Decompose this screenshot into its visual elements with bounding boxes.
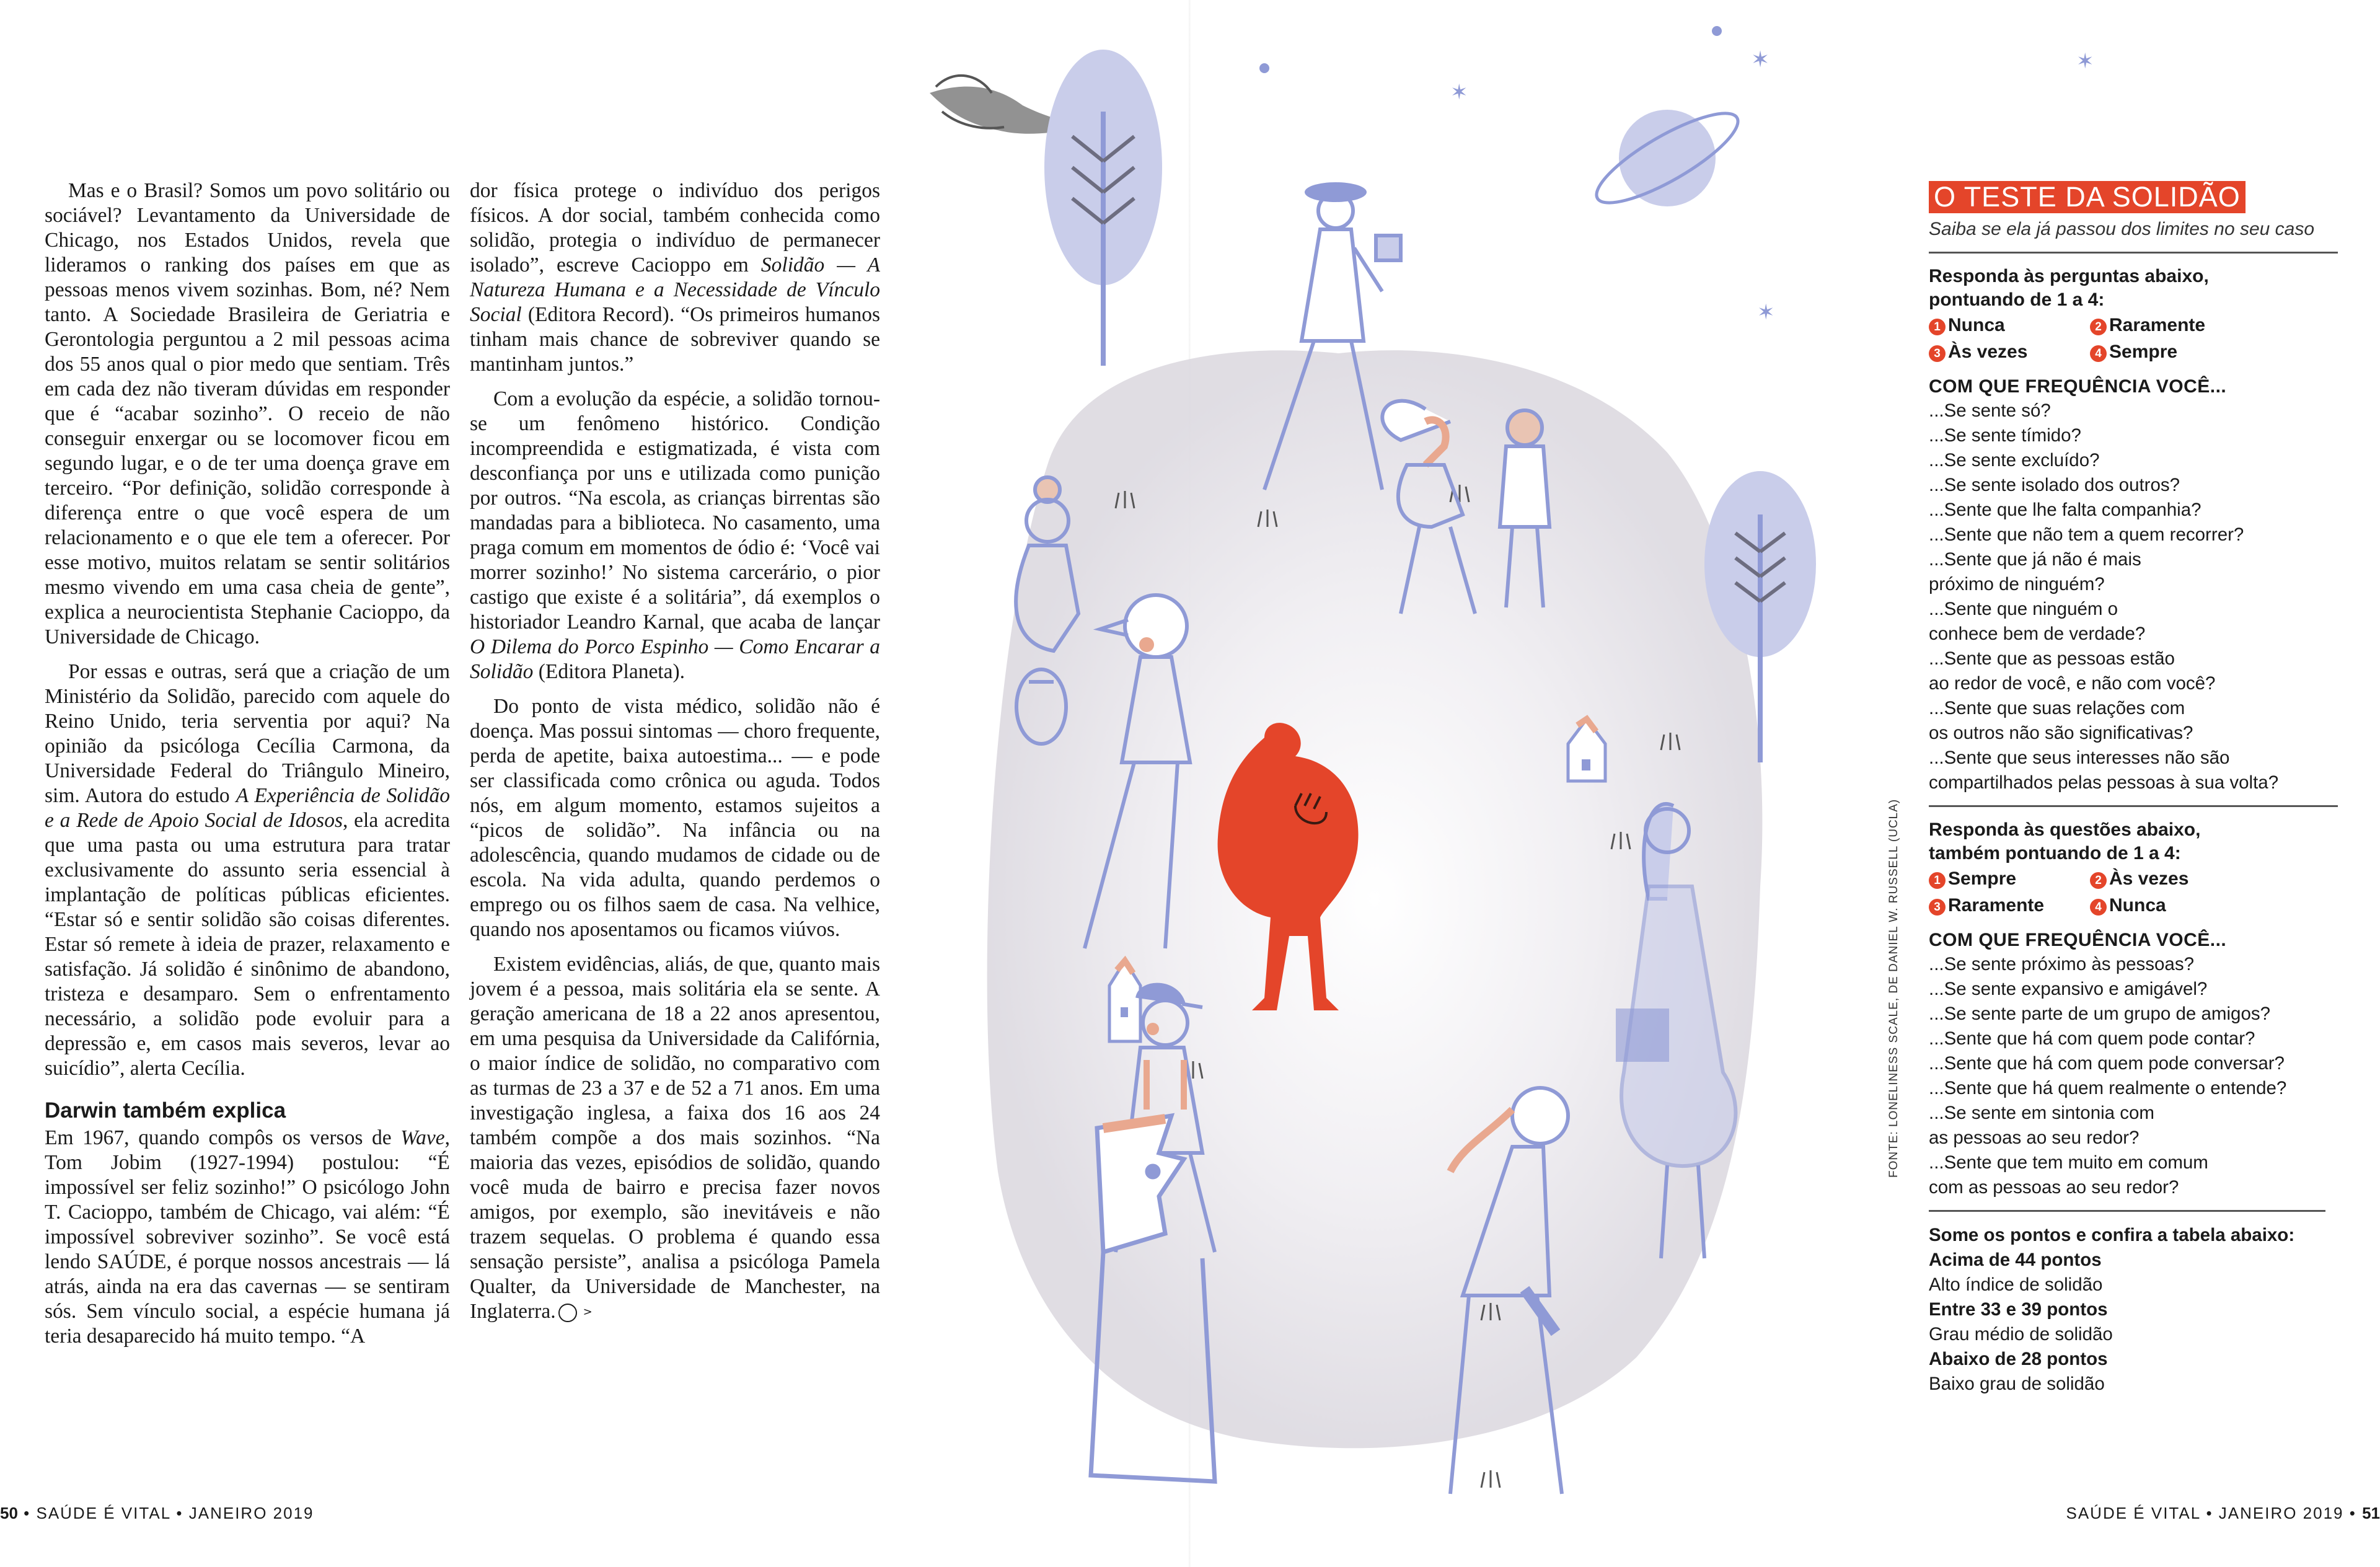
question: ...Sente que tem muito em comum [1929,1152,2208,1173]
part1-question-list [1929,399,2338,795]
scale-item: 4 Sempre [2090,338,2251,365]
question: ...Sente que suas relações com [1929,698,2185,718]
result-range: Acima de 44 pontos [1929,1250,2102,1270]
book-title: Solidão — A Natureza Humana e a Necessidade de Vínculo Social [470,254,880,326]
folio-left: 50 • SAÚDE É VITAL • JANEIRO 2019 [0,1504,314,1522]
question: ...Sente que há com quem pode conversar? [1929,1053,2285,1074]
question: com as pessoas ao seu redor? [1929,1177,2179,1198]
star-icon: ✶ [1757,301,1775,324]
paragraph: Em 1967, quando compôs os versos de Wave, Tom Jobim (1927-1994) postulou: “É impossível ser feliz sozinho!” O psicólogo John T. Cacioppo, também de Chicago, vai além: “É impossível sobreviver sozinho”. Se você está lendo SAÚDE, é porque nossos ancestrais — lá atrás, ainda na era das cavernas — se sentiram sós. Sem vínculo social, a espécie humana já teria desaparecido há muito tempo. “A [45,1126,450,1348]
part2-instruction: Responda às questões abaixo, [1929,819,2201,840]
quiz-sidebar [1929,181,2338,1397]
scale-item: 3 Às vezes [1929,338,2090,365]
question: ...Se sente isolado dos outros? [1929,475,2180,495]
question: ...Sente que seus interesses não são [1929,748,2230,768]
song-title: Wave [400,1126,445,1149]
sidebar-subtitle: Saiba se ela já passou dos limites no seu caso [1929,219,2315,239]
question: próximo de ninguém? [1929,574,2105,594]
end-of-article-icon: > [558,1304,577,1322]
question: ao redor de você, e não com você? [1929,673,2216,694]
star-dot [1259,63,1269,73]
result-description: Baixo grau de solidão [1929,1374,2105,1394]
star-icon: ✶ [1751,47,1770,72]
result-description: Grau médio de solidão [1929,1324,2113,1344]
scale-item: 1 Nunca [1929,312,2090,338]
part2-instruction: também pontuando de 1 a 4: [1929,843,2181,863]
question: ...Sente que as pessoas estão [1929,648,2175,669]
part2-scale [1929,865,2338,919]
part1-instruction: Responda às perguntas abaixo, [1929,266,2209,286]
score-number-badge: 1 [1929,872,1946,889]
divider [1929,252,2338,254]
part2-question-list [1929,952,2338,1200]
star-icon: ✶ [1450,81,1468,104]
question: ...Sente que não tem a quem recorrer? [1929,524,2244,545]
tree-icon [1044,50,1162,366]
paragraph: Com a evolução da espécie, a solidão tornou-se um fenômeno histórico. Condição incompreendida e estigmatizada, é vista com desconfiança por uns e utilizada como punição por outros. “Na escola, as crianças birrentas são mandadas para a biblioteca. No casamento, uma praga comum em momentos de ódio é: ‘Você vai morrer sozinho!’ No sistema carcerário, o pior castigo que existe é a solitária”, dá exemplos o historiador Leandro Karnal, que acaba de lançar O Dilema do Porco Espinho — Como Encarar a Solidão (Editora Planeta). [470,387,880,683]
score-number-badge: 2 [2090,872,2107,889]
question: ...Se sente parte de um grupo de amigos? [1929,1004,2271,1024]
scale-item: 3 Raramente [1929,892,2090,919]
question: as pessoas ao seu redor? [1929,1128,2140,1148]
scale-item: 2 Às vezes [2090,865,2251,892]
divider [1929,805,2338,807]
question: ...Se sente tímido? [1929,425,2081,446]
sidebar-title: O TESTE DA SOLIDÃO [1929,181,2246,213]
paragraph: Mas e o Brasil? Somos um povo solitário ou sociável? Levantamento da Universidade de Chicago, nos Estados Unidos, revela que lideramos o ranking dos países em que as pessoas menos vivem sozinhas. Bom, né? Nem tanto. A Sociedade Brasileira de Geriatria e Gerontologia perguntou a 2 mil pessoas acima dos 55 anos qual o pior medo que sentiam. Três em cada dez não tiveram dúvidas em responder que é “acabar sozinho”. O receio de não conseguir enxergar ou se locomover ficou em segundo lugar, e o de ter uma doença grave em terceiro. “Por definição, solidão corresponde à diferença entre o que você espera de um relacionamento e o que ele tem a oferecer. Por esse motivo, muitos relatam se sentir solitários mesmo vivendo em uma casa cheia de gente”, explica a neurocientista Stephanie Cacioppo, da Universidade de Chicago. [45,179,450,648]
question: ...Se sente próximo às pessoas? [1929,954,2194,974]
folio-right: SAÚDE É VITAL • JANEIRO 2019 • 51 [2066,1504,2380,1522]
question: ...Sente que lhe falta companhia? [1929,500,2202,520]
score-number-badge: 1 [1929,319,1946,335]
paragraph: Existem evidências, aliás, de que, quanto mais jovem é a pessoa, mais solitária ela se sente. A geração americana de 18 a 22 anos apresentou, em uma pesquisa da Universidade da Califórnia, o maior índice de solidão, no comparativo com as turmas de 23 a 37 e de 52 a 71 anos. Em uma investigação inglesa, a faixa dos 16 aos 24 também compõe a dos mais sozinhos. “Na maioria das vezes, episódios de solidão, quando você muda de bairro e precisa fazer novos amigos, por exemplo, são inevitáveis e não trazem sequelas. O problema é quando essa sensação persiste”, analisa a psicóloga Pamela Qualter, da Universidade de Manchester, na Inglaterra. > [470,953,880,1323]
result-description: Alto índice de solidão [1929,1274,2103,1295]
score-number-badge: 4 [2090,345,2107,362]
part1-heading: COM QUE FREQUÊNCIA VOCÊ... [1929,376,2227,397]
paragraph: Do ponto de vista médico, solidão não é doença. Mas possui sintomas — choro frequente, perda de apetite, baixa autoestima... — e pode ser classificada como crônica ou aguda. Todos nós, em algum momento, estamos sujeitos a “picos de solidão”. Na infância ou na adolescência, quando mudamos de cidade ou de escola. Na vida adulta, quando perdemos o emprego ou os filhos saem de casa. Na velhice, quando nos aposentamos ou ficamos viúvos. [470,695,880,941]
results-heading: Some os pontos e confira a tabela abaixo: [1929,1225,2295,1245]
book-title: O Dilema do Porco Espinho — Como Encarar a Solidão [470,635,880,683]
question: ...Sente que há quem realmente o entende? [1929,1078,2287,1098]
score-number-badge: 3 [1929,899,1946,916]
score-number-badge: 3 [1929,345,1946,362]
planet-icon [1586,99,1748,218]
result-range: Entre 33 e 39 pontos [1929,1299,2108,1320]
scale-item: 4 Nunca [2090,892,2251,919]
star-icon: ✶ [2076,50,2094,73]
part1-instruction: pontuando de 1 a 4: [1929,289,2105,310]
paragraph: Por essas e outras, será que a criação de um Ministério da Solidão, parecido com aquele do Reino Unido, teria serventia por aqui? Na opinião da psicóloga Cecília Carmona, da Universidade Federal do Triângulo Mineiro, sim. Autora do estudo A Experiência de Solidão e a Rede de Apoio Social de Idosos, ela acredita que uma pasta ou uma estrutura para tratar exclusivamente do assunto seria essencial à implantação de políticas públicas eficientes. “Estar só e sentir solidão são coisas diferentes. Estar só remete à ideia de prazer, relaxamento e satisfação. Já solidão é sinônimo de abandono, tristeza e desamparo. Sem o enfrentamento necessário, a solidão pode evoluir para a depressão e, em casos mais severos, levar ao suicídio”, alerta Cecília. [45,660,451,1080]
paragraph: dor física protege o indivíduo dos perigos físicos. A dor social, também conhecida como solidão, protegia o indivíduo de permanecer isolado”, escreve Cacioppo em Solidão — A Natureza Humana e a Necessidade de Vínculo Social (Editora Record). “Os primeiros humanos tinham mais chance de sobreviver quando se mantinham juntos.” [470,179,880,376]
scale-item: 2 Raramente [2090,312,2251,338]
question: ...Se sente só? [1929,400,2051,421]
part2-heading: COM QUE FREQUÊNCIA VOCÊ... [1929,930,2227,950]
question: ...Sente que já não é mais [1929,549,2141,570]
question: ...Se sente excluído? [1929,450,2100,470]
score-number-badge: 2 [2090,319,2107,335]
section-subhead: Darwin também explica [45,1098,286,1123]
part1-scale [1929,312,2338,365]
question: os outros não são significativas? [1929,723,2193,743]
question: compartilhados pelas pessoas à sua volta? [1929,772,2279,793]
article-column-1 [45,179,450,1359]
book-title: A Experiência de Solidão e a Rede de Apoio Social de Idosos [45,784,450,832]
question: ...Se sente expansivo e amigável? [1929,979,2208,999]
divider [1929,1210,2325,1212]
question: conhece bem de verdade? [1929,624,2146,644]
question: ...Sente que há com quem pode contar? [1929,1028,2255,1049]
source-credit: FONTE: LONELINESS SCALE, DE DANIEL W. RUSSELL (UCLA) [1887,798,1900,1178]
score-number-badge: 4 [2090,899,2107,916]
question: ...Se sente em sintonia com [1929,1103,2155,1123]
star-dot [1712,26,1722,36]
result-range: Abaixo de 28 pontos [1929,1349,2108,1369]
scale-item: 1 Sempre [1929,865,2090,892]
question: ...Sente que ninguém o [1929,599,2118,619]
article-column-2 [470,179,880,1334]
